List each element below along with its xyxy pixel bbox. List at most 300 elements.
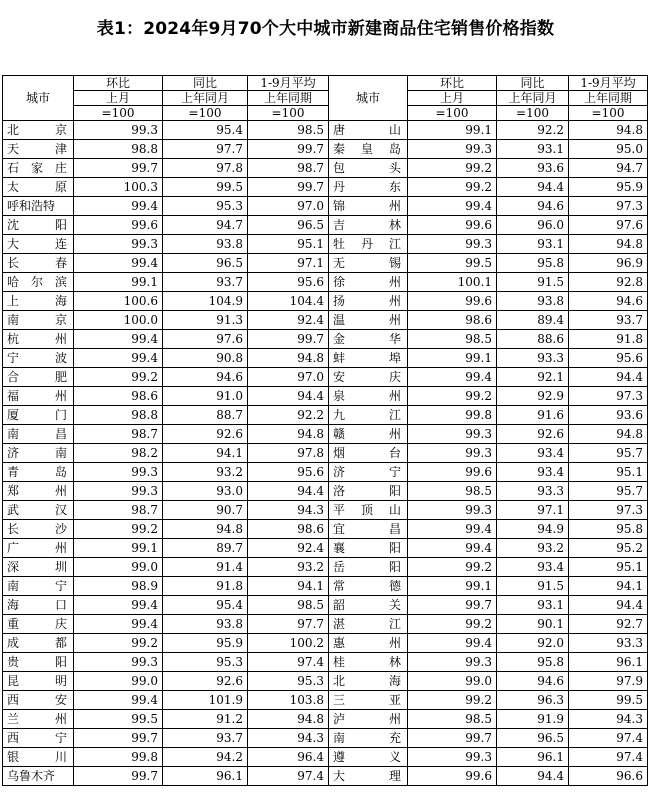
yoy-value-right: 92.0 xyxy=(497,634,569,653)
yoy-value-right: 93.1 xyxy=(497,596,569,615)
city-name-right: 无锡 xyxy=(329,254,408,273)
city-name-left: 昆明 xyxy=(3,672,74,691)
city-name-right: 吉林 xyxy=(329,216,408,235)
mom-value-left: 100.3 xyxy=(74,178,163,197)
yoy-value-right: 89.4 xyxy=(497,311,569,330)
ytd-value-left: 96.5 xyxy=(248,216,329,235)
yoy-value-left: 93.8 xyxy=(163,235,248,254)
ytd-value-left: 94.3 xyxy=(248,501,329,520)
mom-value-right: 99.2 xyxy=(408,159,497,178)
city-name-right: 襄阳 xyxy=(329,539,408,558)
ytd-value-left: 95.6 xyxy=(248,463,329,482)
mom-value-left: 98.7 xyxy=(74,501,163,520)
yoy-value-right: 93.4 xyxy=(497,463,569,482)
mom-value-right: 99.4 xyxy=(408,539,497,558)
ytd-value-left: 94.1 xyxy=(248,577,329,596)
table-row xyxy=(3,615,648,634)
city-name-left: 成都 xyxy=(3,634,74,653)
table-row xyxy=(3,159,648,178)
city-name-left: 长春 xyxy=(3,254,74,273)
table-row xyxy=(3,140,648,159)
header-yoy-left: 同比 xyxy=(163,76,248,91)
yoy-value-left: 93.2 xyxy=(163,463,248,482)
table-body xyxy=(3,121,648,786)
yoy-value-left: 95.3 xyxy=(163,653,248,672)
yoy-value-left: 104.9 xyxy=(163,292,248,311)
yoy-value-right: 92.1 xyxy=(497,368,569,387)
ytd-value-right: 94.8 xyxy=(569,121,648,140)
city-name-left: 南京 xyxy=(3,311,74,330)
mom-value-right: 99.8 xyxy=(408,406,497,425)
yoy-value-right: 90.1 xyxy=(497,615,569,634)
city-name-left: 重庆 xyxy=(3,615,74,634)
yoy-value-left: 95.9 xyxy=(163,634,248,653)
city-name-right: 秦皇岛 xyxy=(329,140,408,159)
yoy-value-right: 92.6 xyxy=(497,425,569,444)
ytd-value-right: 95.7 xyxy=(569,482,648,501)
yoy-value-right: 93.6 xyxy=(497,159,569,178)
city-name-right: 南充 xyxy=(329,729,408,748)
city-name-left: 合肥 xyxy=(3,368,74,387)
ytd-value-left: 97.7 xyxy=(248,615,329,634)
mom-value-left: 99.4 xyxy=(74,615,163,634)
mom-value-left: 99.1 xyxy=(74,539,163,558)
yoy-value-left: 90.8 xyxy=(163,349,248,368)
mom-value-left: 99.8 xyxy=(74,748,163,767)
ytd-value-right: 92.7 xyxy=(569,615,648,634)
city-name-left: 海口 xyxy=(3,596,74,615)
city-name-right: 丹东 xyxy=(329,178,408,197)
mom-value-left: 99.4 xyxy=(74,349,163,368)
yoy-value-right: 96.1 xyxy=(497,748,569,767)
mom-value-right: 98.5 xyxy=(408,482,497,501)
table-row xyxy=(3,197,648,216)
yoy-value-left: 93.8 xyxy=(163,615,248,634)
ytd-value-left: 104.4 xyxy=(248,292,329,311)
mom-value-right: 98.6 xyxy=(408,311,497,330)
mom-value-right: 99.3 xyxy=(408,235,497,254)
yoy-value-right: 93.3 xyxy=(497,482,569,501)
city-name-right: 唐山 xyxy=(329,121,408,140)
yoy-value-right: 94.4 xyxy=(497,178,569,197)
yoy-value-right: 95.8 xyxy=(497,653,569,672)
ytd-value-left: 94.4 xyxy=(248,387,329,406)
header-yoy-sub2-left: =100 xyxy=(163,106,248,121)
ytd-value-left: 100.2 xyxy=(248,634,329,653)
header-ytd-right: 1-9月平均 xyxy=(569,76,648,91)
yoy-value-left: 97.6 xyxy=(163,330,248,349)
city-name-right: 烟台 xyxy=(329,444,408,463)
mom-value-right: 99.2 xyxy=(408,178,497,197)
city-name-left: 深圳 xyxy=(3,558,74,577)
mom-value-right: 99.4 xyxy=(408,634,497,653)
yoy-value-left: 91.0 xyxy=(163,387,248,406)
ytd-value-left: 97.1 xyxy=(248,254,329,273)
ytd-value-right: 99.5 xyxy=(569,691,648,710)
mom-value-left: 99.3 xyxy=(74,482,163,501)
ytd-value-right: 92.8 xyxy=(569,273,648,292)
ytd-value-left: 94.8 xyxy=(248,425,329,444)
ytd-value-right: 95.8 xyxy=(569,520,648,539)
city-name-left: 上海 xyxy=(3,292,74,311)
mom-value-left: 100.0 xyxy=(74,311,163,330)
mom-value-right: 99.5 xyxy=(408,254,497,273)
yoy-value-left: 93.0 xyxy=(163,482,248,501)
header-ytd-sub2-left: =100 xyxy=(248,106,329,121)
yoy-value-left: 96.1 xyxy=(163,767,248,786)
yoy-value-left: 94.1 xyxy=(163,444,248,463)
yoy-value-right: 92.9 xyxy=(497,387,569,406)
table-row xyxy=(3,387,648,406)
mom-value-right: 99.3 xyxy=(408,444,497,463)
yoy-value-left: 92.6 xyxy=(163,425,248,444)
table-row xyxy=(3,368,648,387)
ytd-value-right: 94.7 xyxy=(569,159,648,178)
yoy-value-left: 101.9 xyxy=(163,691,248,710)
city-name-left: 厦门 xyxy=(3,406,74,425)
city-name-right: 牡丹江 xyxy=(329,235,408,254)
table-row xyxy=(3,406,648,425)
ytd-value-left: 92.2 xyxy=(248,406,329,425)
yoy-value-left: 94.6 xyxy=(163,368,248,387)
city-name-right: 徐州 xyxy=(329,273,408,292)
table-row xyxy=(3,653,648,672)
yoy-value-right: 96.0 xyxy=(497,216,569,235)
ytd-value-right: 94.1 xyxy=(569,577,648,596)
header-ytd-sub1-right: 上年同期 xyxy=(569,91,648,106)
city-name-right: 泉州 xyxy=(329,387,408,406)
header-mom-sub1-right: 上月 xyxy=(408,91,497,106)
city-name-right: 温州 xyxy=(329,311,408,330)
yoy-value-right: 92.2 xyxy=(497,121,569,140)
header-mom-sub2-right: =100 xyxy=(408,106,497,121)
table-row xyxy=(3,691,648,710)
ytd-value-right: 97.4 xyxy=(569,729,648,748)
mom-value-right: 99.2 xyxy=(408,615,497,634)
city-name-right: 桂林 xyxy=(329,653,408,672)
ytd-value-left: 93.2 xyxy=(248,558,329,577)
city-name-left: 宁波 xyxy=(3,349,74,368)
header-ytd-sub2-right: =100 xyxy=(569,106,648,121)
ytd-value-right: 97.3 xyxy=(569,387,648,406)
ytd-value-right: 94.8 xyxy=(569,235,648,254)
city-name-left: 南昌 xyxy=(3,425,74,444)
ytd-value-left: 95.6 xyxy=(248,273,329,292)
header-city-left: 城市 xyxy=(3,76,74,121)
ytd-value-right: 93.7 xyxy=(569,311,648,330)
mom-value-right: 99.7 xyxy=(408,729,497,748)
mom-value-left: 99.4 xyxy=(74,596,163,615)
ytd-value-left: 97.4 xyxy=(248,767,329,786)
yoy-value-right: 93.4 xyxy=(497,444,569,463)
header-yoy-right: 同比 xyxy=(497,76,569,91)
ytd-value-right: 95.9 xyxy=(569,178,648,197)
table-row xyxy=(3,311,648,330)
ytd-value-right: 95.2 xyxy=(569,539,648,558)
mom-value-left: 98.7 xyxy=(74,425,163,444)
yoy-value-right: 88.6 xyxy=(497,330,569,349)
mom-value-left: 99.7 xyxy=(74,767,163,786)
ytd-value-right: 94.8 xyxy=(569,425,648,444)
mom-value-left: 99.5 xyxy=(74,710,163,729)
ytd-value-left: 95.3 xyxy=(248,672,329,691)
ytd-value-left: 96.4 xyxy=(248,748,329,767)
mom-value-right: 99.3 xyxy=(408,501,497,520)
mom-value-left: 98.9 xyxy=(74,577,163,596)
header-yoy-sub1-right: 上年同月 xyxy=(497,91,569,106)
ytd-value-left: 94.4 xyxy=(248,482,329,501)
header-mom-sub2-left: =100 xyxy=(74,106,163,121)
yoy-value-right: 91.5 xyxy=(497,273,569,292)
mom-value-left: 99.0 xyxy=(74,672,163,691)
yoy-value-right: 94.6 xyxy=(497,672,569,691)
mom-value-right: 99.2 xyxy=(408,691,497,710)
mom-value-left: 99.4 xyxy=(74,254,163,273)
yoy-value-left: 93.7 xyxy=(163,729,248,748)
yoy-value-right: 95.8 xyxy=(497,254,569,273)
city-name-left: 杭州 xyxy=(3,330,74,349)
table-row xyxy=(3,330,648,349)
ytd-value-right: 95.7 xyxy=(569,444,648,463)
table-row xyxy=(3,425,648,444)
yoy-value-left: 95.3 xyxy=(163,197,248,216)
city-name-left: 石家庄 xyxy=(3,159,74,178)
city-name-right: 济宁 xyxy=(329,463,408,482)
header-yoy-sub1-left: 上年同月 xyxy=(163,91,248,106)
mom-value-right: 99.3 xyxy=(408,748,497,767)
city-name-right: 惠州 xyxy=(329,634,408,653)
mom-value-left: 99.2 xyxy=(74,520,163,539)
yoy-value-left: 97.7 xyxy=(163,140,248,159)
city-name-right: 九江 xyxy=(329,406,408,425)
price-index-table-container xyxy=(2,75,647,786)
header-ytd-sub1-left: 上年同期 xyxy=(248,91,329,106)
mom-value-left: 99.3 xyxy=(74,235,163,254)
table-row xyxy=(3,748,648,767)
ytd-value-right: 97.3 xyxy=(569,501,648,520)
city-name-right: 平顶山 xyxy=(329,501,408,520)
yoy-value-right: 91.5 xyxy=(497,577,569,596)
ytd-value-right: 94.6 xyxy=(569,292,648,311)
ytd-value-left: 103.8 xyxy=(248,691,329,710)
city-name-left: 广州 xyxy=(3,539,74,558)
mom-value-right: 99.2 xyxy=(408,558,497,577)
ytd-value-left: 92.4 xyxy=(248,539,329,558)
mom-value-right: 99.4 xyxy=(408,368,497,387)
yoy-value-right: 93.3 xyxy=(497,349,569,368)
yoy-value-left: 96.5 xyxy=(163,254,248,273)
mom-value-left: 99.7 xyxy=(74,159,163,178)
city-name-right: 扬州 xyxy=(329,292,408,311)
yoy-value-right: 91.6 xyxy=(497,406,569,425)
table-row xyxy=(3,178,648,197)
mom-value-left: 99.3 xyxy=(74,121,163,140)
yoy-value-left: 91.8 xyxy=(163,577,248,596)
header-city-right: 城市 xyxy=(329,76,408,121)
table-row xyxy=(3,520,648,539)
yoy-value-left: 91.4 xyxy=(163,558,248,577)
mom-value-right: 99.6 xyxy=(408,216,497,235)
city-name-left: 哈尔滨 xyxy=(3,273,74,292)
mom-value-left: 99.6 xyxy=(74,216,163,235)
city-name-left: 天津 xyxy=(3,140,74,159)
header-mom-right: 环比 xyxy=(408,76,497,91)
yoy-value-left: 97.8 xyxy=(163,159,248,178)
yoy-value-right: 96.5 xyxy=(497,729,569,748)
table-row xyxy=(3,121,648,140)
ytd-value-right: 94.4 xyxy=(569,596,648,615)
ytd-value-left: 97.4 xyxy=(248,653,329,672)
ytd-value-right: 95.1 xyxy=(569,463,648,482)
ytd-value-right: 91.8 xyxy=(569,330,648,349)
yoy-value-left: 99.5 xyxy=(163,178,248,197)
yoy-value-right: 93.8 xyxy=(497,292,569,311)
yoy-value-right: 93.2 xyxy=(497,539,569,558)
yoy-value-right: 94.6 xyxy=(497,197,569,216)
mom-value-left: 100.6 xyxy=(74,292,163,311)
mom-value-left: 98.6 xyxy=(74,387,163,406)
ytd-value-right: 93.3 xyxy=(569,634,648,653)
table-row xyxy=(3,539,648,558)
city-name-left: 沈阳 xyxy=(3,216,74,235)
yoy-value-left: 94.8 xyxy=(163,520,248,539)
city-name-right: 三亚 xyxy=(329,691,408,710)
mom-value-left: 99.3 xyxy=(74,653,163,672)
yoy-value-left: 94.2 xyxy=(163,748,248,767)
city-name-right: 包头 xyxy=(329,159,408,178)
mom-value-right: 99.3 xyxy=(408,425,497,444)
mom-value-left: 99.4 xyxy=(74,330,163,349)
table-row xyxy=(3,634,648,653)
mom-value-left: 99.7 xyxy=(74,729,163,748)
city-name-left: 济南 xyxy=(3,444,74,463)
ytd-value-right: 95.6 xyxy=(569,349,648,368)
city-name-right: 赣州 xyxy=(329,425,408,444)
mom-value-left: 99.4 xyxy=(74,197,163,216)
city-name-left: 贵阳 xyxy=(3,653,74,672)
yoy-value-right: 91.9 xyxy=(497,710,569,729)
yoy-value-left: 91.2 xyxy=(163,710,248,729)
header-yoy-sub2-right: =100 xyxy=(497,106,569,121)
ytd-value-right: 97.6 xyxy=(569,216,648,235)
mom-value-right: 99.6 xyxy=(408,292,497,311)
header-mom-sub1-left: 上月 xyxy=(74,91,163,106)
table-row xyxy=(3,463,648,482)
city-name-left: 兰州 xyxy=(3,710,74,729)
ytd-value-left: 97.0 xyxy=(248,368,329,387)
city-name-left: 呼和浩特 xyxy=(3,197,74,216)
mom-value-right: 99.6 xyxy=(408,463,497,482)
header-mom-left: 环比 xyxy=(74,76,163,91)
table-row xyxy=(3,254,648,273)
ytd-value-right: 97.9 xyxy=(569,672,648,691)
city-name-left: 银川 xyxy=(3,748,74,767)
ytd-value-right: 93.6 xyxy=(569,406,648,425)
ytd-value-right: 94.4 xyxy=(569,368,648,387)
ytd-value-right: 96.9 xyxy=(569,254,648,273)
yoy-value-right: 96.3 xyxy=(497,691,569,710)
city-name-right: 常德 xyxy=(329,577,408,596)
yoy-value-left: 88.7 xyxy=(163,406,248,425)
city-name-right: 湛江 xyxy=(329,615,408,634)
ytd-value-right: 95.0 xyxy=(569,140,648,159)
city-name-right: 泸州 xyxy=(329,710,408,729)
ytd-value-left: 98.5 xyxy=(248,121,329,140)
city-name-left: 福州 xyxy=(3,387,74,406)
table-row xyxy=(3,482,648,501)
mom-value-right: 99.3 xyxy=(408,653,497,672)
yoy-value-right: 93.4 xyxy=(497,558,569,577)
table-row xyxy=(3,710,648,729)
table-title: 表1：2024年9月70个大中城市新建商品住宅销售价格指数 xyxy=(96,19,555,39)
ytd-value-left: 97.0 xyxy=(248,197,329,216)
ytd-value-right: 97.4 xyxy=(569,748,648,767)
mom-value-left: 98.8 xyxy=(74,140,163,159)
city-name-right: 遵义 xyxy=(329,748,408,767)
city-name-right: 北海 xyxy=(329,672,408,691)
mom-value-right: 99.4 xyxy=(408,520,497,539)
ytd-value-left: 94.8 xyxy=(248,349,329,368)
yoy-value-right: 93.1 xyxy=(497,140,569,159)
ytd-value-left: 99.7 xyxy=(248,140,329,159)
city-name-right: 洛阳 xyxy=(329,482,408,501)
ytd-value-left: 94.3 xyxy=(248,729,329,748)
table-row xyxy=(3,216,648,235)
table-row xyxy=(3,444,648,463)
city-name-left: 南宁 xyxy=(3,577,74,596)
table-header xyxy=(3,76,648,121)
yoy-value-left: 90.7 xyxy=(163,501,248,520)
city-name-left: 青岛 xyxy=(3,463,74,482)
city-name-left: 长沙 xyxy=(3,520,74,539)
table-row xyxy=(3,596,648,615)
city-name-left: 西宁 xyxy=(3,729,74,748)
city-name-right: 韶关 xyxy=(329,596,408,615)
mom-value-left: 98.8 xyxy=(74,406,163,425)
ytd-value-left: 92.4 xyxy=(248,311,329,330)
city-name-left: 大连 xyxy=(3,235,74,254)
ytd-value-left: 94.8 xyxy=(248,710,329,729)
yoy-value-left: 93.7 xyxy=(163,273,248,292)
city-name-right: 金华 xyxy=(329,330,408,349)
price-index-table xyxy=(2,75,648,786)
mom-value-right: 99.0 xyxy=(408,672,497,691)
mom-value-left: 99.0 xyxy=(74,558,163,577)
table-row xyxy=(3,501,648,520)
mom-value-right: 99.4 xyxy=(408,197,497,216)
mom-value-right: 98.5 xyxy=(408,710,497,729)
table-row xyxy=(3,349,648,368)
ytd-value-right: 96.6 xyxy=(569,767,648,786)
mom-value-left: 99.2 xyxy=(74,634,163,653)
mom-value-right: 99.6 xyxy=(408,767,497,786)
header-ytd-left: 1-9月平均 xyxy=(248,76,329,91)
ytd-value-left: 98.6 xyxy=(248,520,329,539)
ytd-value-left: 98.5 xyxy=(248,596,329,615)
mom-value-right: 99.1 xyxy=(408,349,497,368)
city-name-right: 蚌埠 xyxy=(329,349,408,368)
mom-value-left: 99.1 xyxy=(74,273,163,292)
ytd-value-left: 98.7 xyxy=(248,159,329,178)
mom-value-left: 98.2 xyxy=(74,444,163,463)
yoy-value-right: 93.1 xyxy=(497,235,569,254)
mom-value-right: 99.1 xyxy=(408,121,497,140)
city-name-left: 西安 xyxy=(3,691,74,710)
mom-value-right: 98.5 xyxy=(408,330,497,349)
mom-value-right: 99.7 xyxy=(408,596,497,615)
city-name-right: 岳阳 xyxy=(329,558,408,577)
mom-value-left: 99.2 xyxy=(74,368,163,387)
